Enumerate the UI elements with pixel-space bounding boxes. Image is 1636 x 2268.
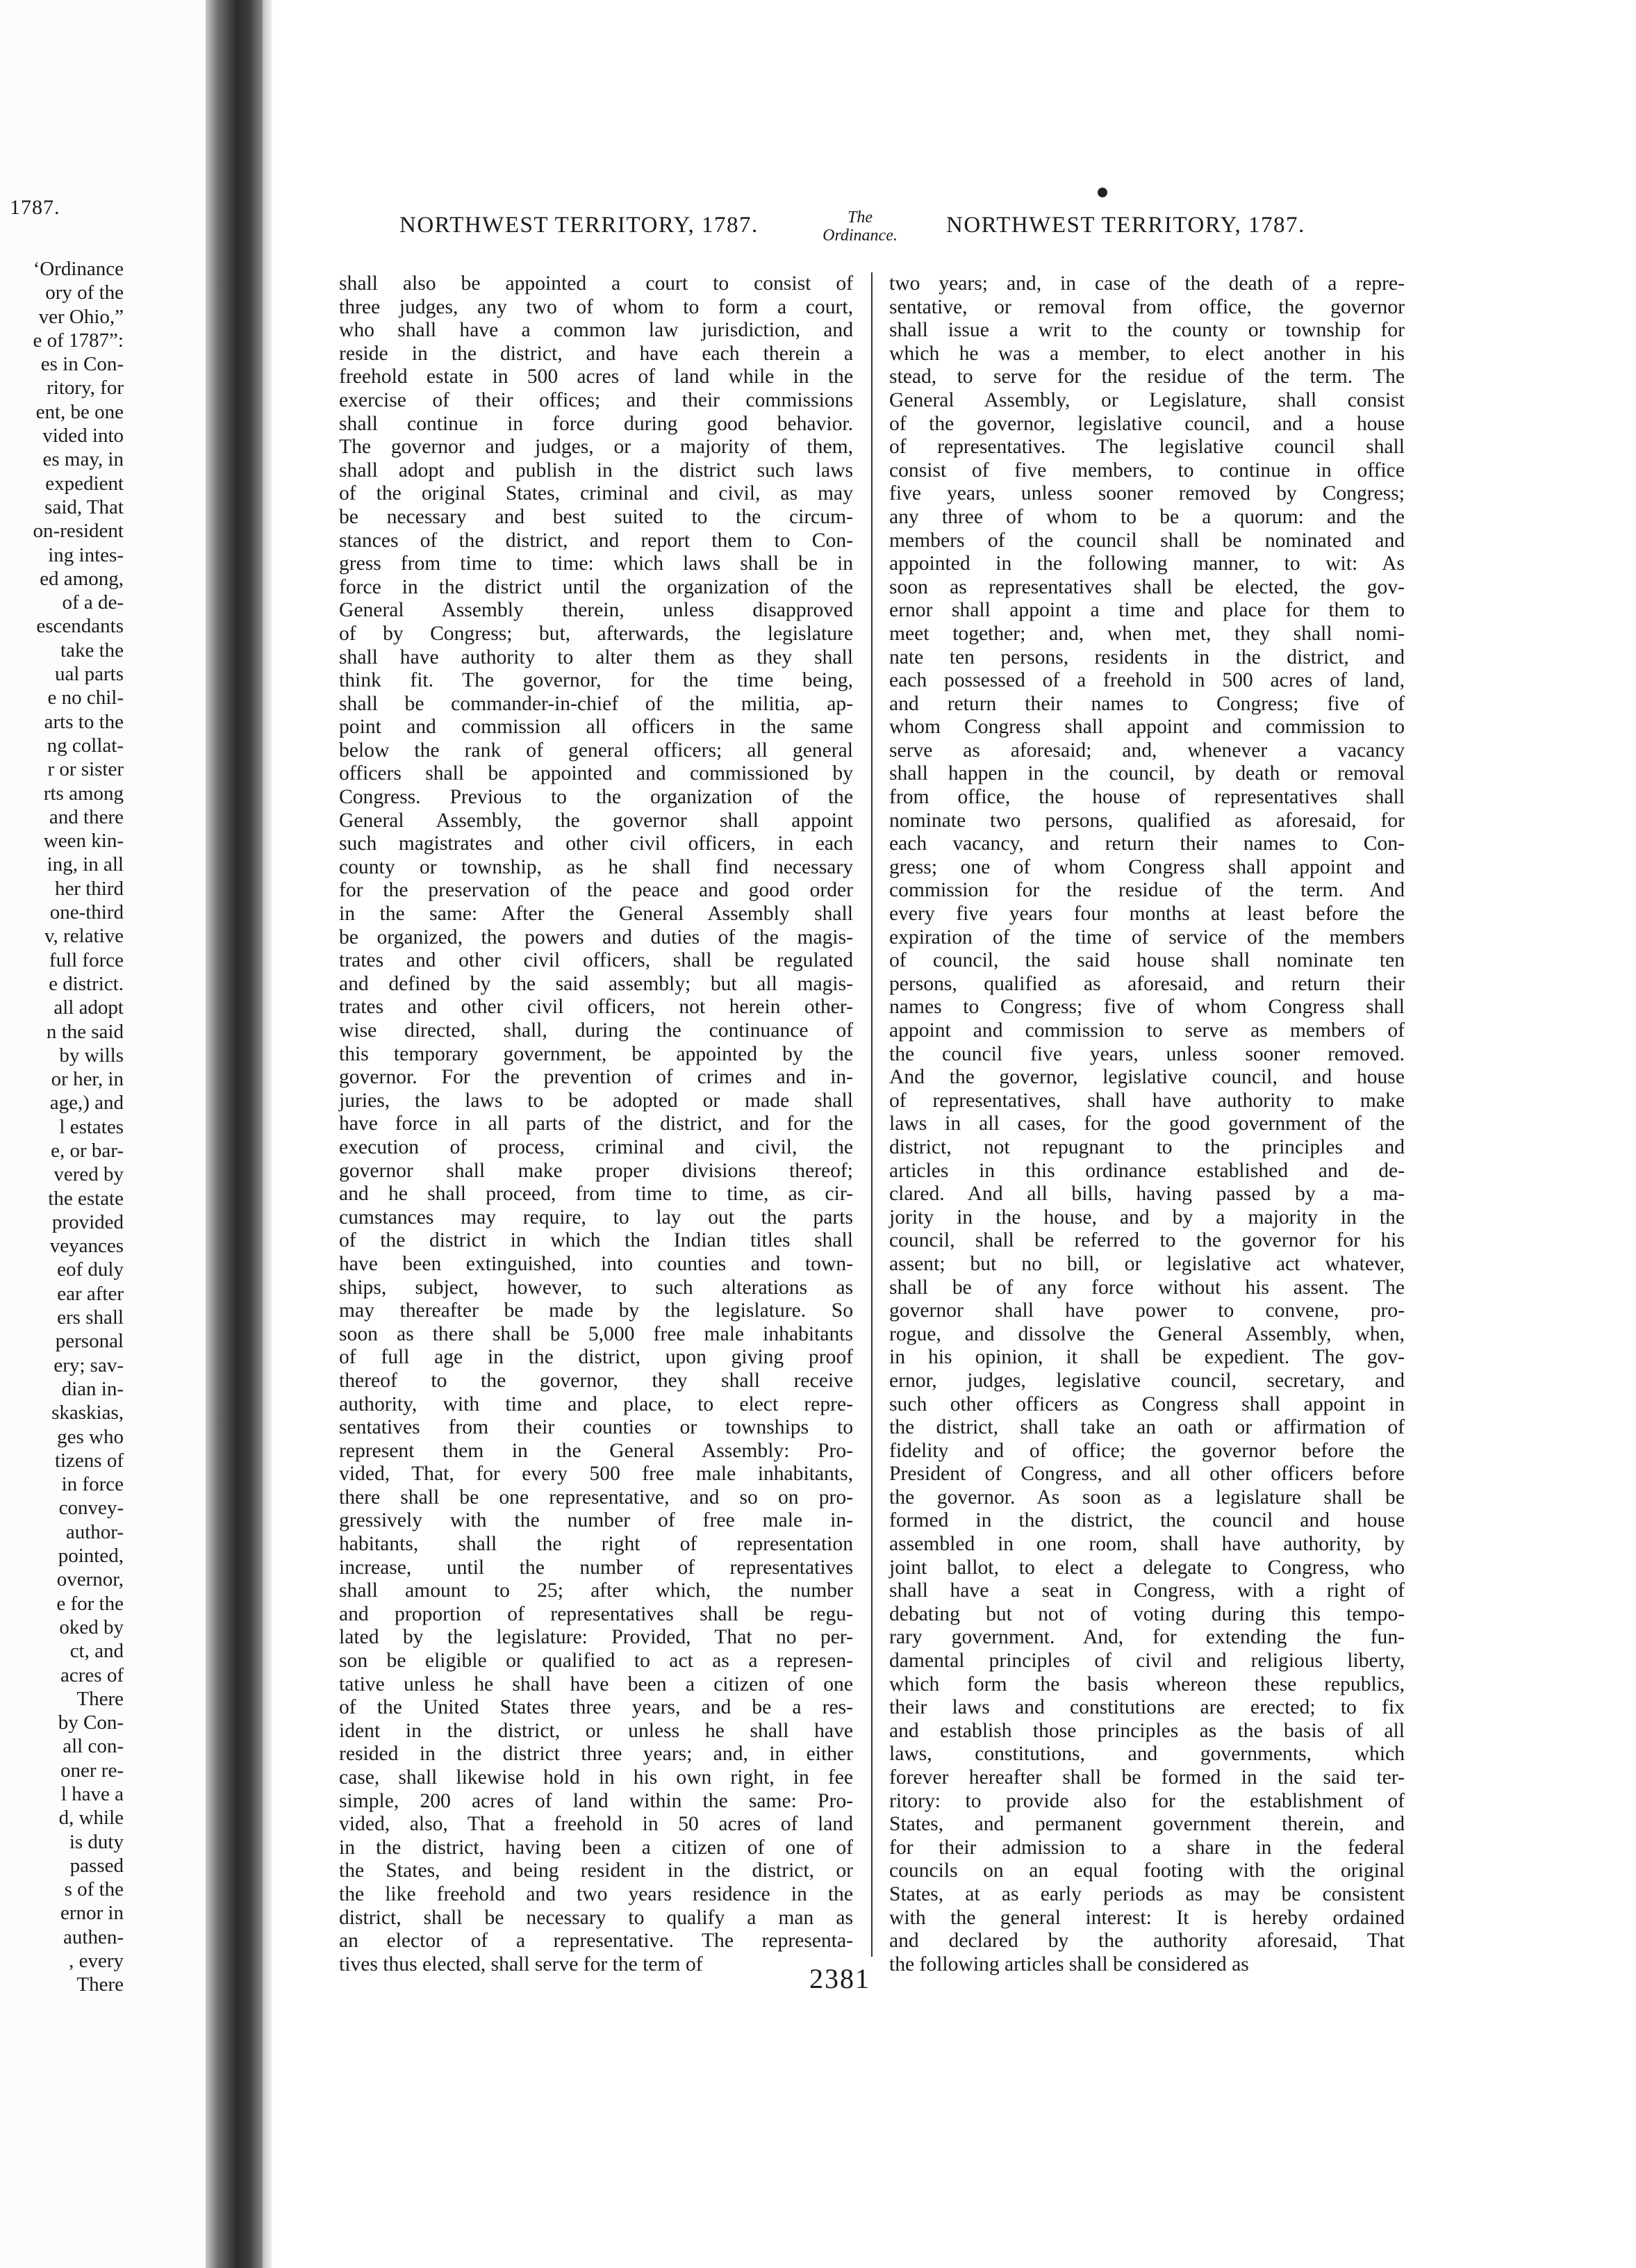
text-line: may thereafter be made by the legislature. So (339, 1299, 853, 1322)
text-line: an elector of a representative. The representa- (339, 1930, 853, 1953)
text-line: ernor shall appoint a time and place for them to (889, 599, 1405, 622)
text-line: any three of whom to be a quorum: and the (889, 505, 1405, 528)
text-line: son be eligible or qualified to act as a represen- (339, 1650, 853, 1673)
text-line: below the rank of general officers; all general (339, 739, 853, 762)
text-line: shall issue a writ to the county or township for (889, 319, 1405, 342)
text-line: increase, until the number of representatives (339, 1556, 853, 1579)
facing-page-line: ing, in all (47, 853, 124, 876)
text-line: such magistrates and other civil officers, in each (339, 832, 853, 855)
facing-page-line: ver Ohio,” (38, 305, 124, 328)
text-column-right (889, 272, 1405, 1976)
text-line: ernor, judges, legislative council, secretary, and (889, 1369, 1405, 1392)
facing-page-line: the estate (48, 1187, 124, 1210)
text-line: stead, to serve for the residue of the term. The (889, 365, 1405, 388)
facing-page-line: ers shall (57, 1306, 124, 1329)
facing-page-line: convey- (58, 1497, 124, 1520)
text-line: habitants, shall the right of representation (339, 1533, 853, 1556)
text-line: ships, subject, however, to such alterations as (339, 1276, 853, 1299)
text-line: sentatives from their counties or townships to (339, 1416, 853, 1439)
facing-page-line: personal (55, 1330, 124, 1353)
facing-page-line: passed (69, 1854, 124, 1877)
facing-page-line: take the (60, 639, 124, 662)
facing-page (0, 0, 206, 2268)
text-line: governor shall have power to convene, pro- (889, 1299, 1405, 1322)
ink-mark (1098, 188, 1107, 197)
text-line: and defined by the said assembly; but all magis- (339, 972, 853, 995)
text-line: soon as there shall be 5,000 free male inhabitants (339, 1322, 853, 1345)
text-line: of the district in which the Indian titles shall (339, 1229, 853, 1252)
facing-page-line: oner re- (60, 1759, 124, 1782)
text-line: joint ballot, to elect a delegate to Congress, who (889, 1556, 1405, 1579)
text-line: shall also be appointed a court to consist of (339, 272, 853, 295)
text-line: three judges, any two of whom to form a court, (339, 295, 853, 318)
facing-page-line: ernor in (60, 1902, 124, 1925)
text-line: shall have a seat in Congress, with a right of (889, 1579, 1405, 1602)
facing-page-line: e, or bar- (51, 1139, 124, 1162)
text-line: formed in the district, the council and house (889, 1509, 1405, 1532)
running-head-right: NORTHWEST TERRITORY, 1787. (946, 213, 1305, 238)
text-line: President of Congress, and all other officers before (889, 1463, 1405, 1486)
facing-page-line: escendants (36, 615, 124, 638)
margin-note (818, 208, 902, 245)
facing-page-line: ery; sav- (53, 1354, 124, 1377)
text-line: simple, 200 acres of land within the same: Pro- (339, 1789, 853, 1812)
text-line: and he shall proceed, from time to time, as cir- (339, 1183, 853, 1206)
text-line: The governor and judges, or a majority of them, (339, 436, 853, 459)
text-line: in the district, having been a citizen of one of (339, 1836, 853, 1859)
facing-page-line: overnor, (56, 1568, 124, 1591)
text-line: their laws and constitutions are erected; to fix (889, 1696, 1405, 1719)
text-line: of the original States, criminal and civil, as may (339, 482, 853, 505)
text-line: in his opinion, it shall be expedient. The gov- (889, 1346, 1405, 1369)
text-line: tative unless he shall have been a citizen of one (339, 1673, 853, 1695)
text-line: debating but not of voting during this tempo- (889, 1602, 1405, 1625)
text-line: two years; and, in case of the death of a repre- (889, 272, 1405, 295)
facing-page-line: ng collat- (47, 734, 124, 757)
text-line: from office, the house of representatives shall (889, 786, 1405, 809)
text-line: such other officers as Congress shall appoint in (889, 1392, 1405, 1415)
text-line: council, shall be referred to the governor for his (889, 1229, 1405, 1252)
facing-page-line: , every (69, 1950, 124, 1973)
book-gutter (206, 0, 263, 2268)
text-line: and return their names to Congress; five of (889, 692, 1405, 715)
text-line: officers shall be appointed and commissioned by (339, 762, 853, 785)
text-line: each vacancy, and return their names to Con- (889, 832, 1405, 855)
text-line: think fit. The governor, for the time being, (339, 669, 853, 692)
facing-page-line: r or sister (47, 758, 124, 781)
text-line: Congress. Previous to the organization of the (339, 786, 853, 809)
text-line: shall continue in force during good behavior. (339, 412, 853, 435)
text-line: commission for the residue of the term. And (889, 879, 1405, 902)
text-line: rogue, and dissolve the General Assembly, when, (889, 1322, 1405, 1345)
facing-page-line: ing intes- (48, 543, 124, 566)
text-line: in the same: After the General Assembly shall (339, 903, 853, 926)
running-head-left: NORTHWEST TERRITORY, 1787. (399, 213, 759, 238)
text-line: resided in the district three years; and, in either (339, 1743, 853, 1766)
facing-page-line: d, while (58, 1807, 124, 1830)
text-line: expiration of the time of service of the members (889, 926, 1405, 948)
facing-page-line: vered by (53, 1163, 124, 1186)
text-line: which form the basis whereon these republics, (889, 1673, 1405, 1695)
facing-page-line: her third (54, 877, 124, 900)
text-line: soon as representatives shall be elected, the gov- (889, 575, 1405, 598)
facing-page-line: skaskias, (51, 1402, 124, 1424)
text-line: General Assembly therein, unless disapproved (339, 599, 853, 622)
text-line: for their admission to a share in the federal (889, 1836, 1405, 1859)
facing-page-line: eof duly (57, 1258, 124, 1281)
text-line: stances of the district, and report them to Con- (339, 529, 853, 552)
facing-page-line: n the said (46, 1020, 124, 1043)
text-line: which he was a member, to elect another in his (889, 342, 1405, 365)
facing-page-line: or her, in (51, 1068, 124, 1091)
facing-page-line: said, That (44, 495, 124, 518)
text-line: the district, shall take an oath or affirmation of (889, 1416, 1405, 1439)
facing-page-line: ‘Ordinance (33, 258, 124, 280)
facing-page-line: expedient (45, 472, 124, 495)
facing-page-line: arts to the (44, 710, 124, 733)
text-line: damental principles of civil and religious liberty, (889, 1650, 1405, 1673)
text-line: the governor. As soon as a legislature shall be (889, 1486, 1405, 1509)
text-line: clared. And all bills, having passed by a ma- (889, 1183, 1405, 1206)
facing-page-line: oked by (59, 1616, 124, 1638)
text-line: shall adopt and publish in the district such laws (339, 459, 853, 482)
text-line: and proportion of representatives shall be regu- (339, 1602, 853, 1625)
facing-page-line: e no chil- (47, 687, 124, 709)
text-line: tives thus elected, shall serve for the term of (339, 1953, 703, 1975)
text-line: the following articles shall be considered as (889, 1953, 1249, 1975)
text-line: freehold estate in 500 acres of land while in the (339, 365, 853, 388)
text-line: district, not repugnant to the principles and (889, 1135, 1405, 1158)
facing-page-line: in force (61, 1473, 124, 1496)
text-line: meet together; and, when met, they shall nomi- (889, 622, 1405, 645)
text-line: nate ten persons, residents in the district, and (889, 646, 1405, 668)
text-line: And the governor, legislative council, and house (889, 1066, 1405, 1089)
text-line: this temporary government, be appointed by the (339, 1042, 853, 1065)
facing-page-line: ween kin- (43, 830, 124, 853)
facing-page-line: l estates (59, 1115, 124, 1138)
text-line: there shall be one representative, and so on pro- (339, 1486, 853, 1509)
text-line: forever hereafter shall be formed in the said ter- (889, 1766, 1405, 1789)
column-rule (871, 272, 873, 1957)
text-line: persons, qualified as aforesaid, and return their (889, 972, 1405, 995)
text-line: exercise of their offices; and their commissions (339, 388, 853, 411)
text-line: thereof to the governor, they shall receive (339, 1369, 853, 1392)
text-line: nominate two persons, qualified as aforesaid, for (889, 809, 1405, 832)
text-line: jority in the house, and by a majority in the (889, 1206, 1405, 1228)
text-line: vided, That, for every 500 free male inhabitants, (339, 1463, 853, 1486)
text-line: fidelity and of office; the governor before the (889, 1439, 1405, 1462)
text-line: governor shall make proper divisions thereof; (339, 1159, 853, 1182)
text-line: have force in all parts of the district, and for the (339, 1112, 853, 1135)
facing-page-folio: 1787. (10, 196, 60, 219)
text-line: trates and other civil officers, not herein other- (339, 996, 853, 1019)
text-line: assent; but no bill, or legislative act whatever, (889, 1252, 1405, 1275)
facing-page-line: ent, be one (35, 400, 124, 423)
text-line: represent them in the General Assembly: Pro- (339, 1439, 853, 1462)
text-line: be necessary and best suited to the circum- (339, 505, 853, 528)
facing-page-line: and there (49, 805, 124, 828)
text-line: have been extinguished, into counties and town- (339, 1252, 853, 1275)
text-line: of by Congress; but, afterwards, the legislature (339, 622, 853, 645)
text-line: execution of process, criminal and civil, the (339, 1135, 853, 1158)
text-line: wise directed, shall, during the continuance of (339, 1019, 853, 1042)
text-line: and declared by the authority aforesaid, That (889, 1930, 1405, 1953)
facing-page-line: by Con- (58, 1711, 124, 1734)
text-line: shall amount to 25; after which, the number (339, 1579, 853, 1602)
page-number: 2381 (809, 1963, 870, 1994)
facing-page-line: tizens of (54, 1449, 124, 1472)
text-line: point and commission all officers in the same (339, 716, 853, 739)
facing-page-line: e of 1787”: (33, 329, 124, 352)
text-line: county or township, as he shall find necessary (339, 855, 853, 878)
text-line: shall happen in the council, by death or removal (889, 762, 1405, 785)
text-line: case, shall likewise hold in his own right, in fee (339, 1766, 853, 1789)
text-line: cumstances may require, to lay out the parts (339, 1206, 853, 1228)
text-line: articles in this ordinance established and de- (889, 1159, 1405, 1182)
text-line: of council, the said house shall nominate ten (889, 949, 1405, 972)
text-line: ritory: to provide also for the establishment of (889, 1789, 1405, 1812)
text-line: shall be of any force without his assent. The (889, 1276, 1405, 1299)
text-line: the like freehold and two years residence in the (339, 1882, 853, 1905)
facing-page-line: s of the (64, 1878, 124, 1901)
text-line: appointed in the following manner, to wit: As (889, 552, 1405, 575)
text-line: consist of five members, to continue in office (889, 459, 1405, 482)
facing-page-line: e for the (56, 1592, 124, 1615)
text-line: vided, also, That a freehold in 50 acres of land (339, 1813, 853, 1836)
text-line: of representatives, shall have authority to make (889, 1089, 1405, 1112)
facing-page-line: authen- (63, 1925, 124, 1948)
text-line: who shall have a common law jurisdiction, and (339, 319, 853, 342)
text-line: ident in the district, or unless he shall have (339, 1719, 853, 1742)
text-line: lated by the legislature: Provided, That no per- (339, 1626, 853, 1649)
text-line: serve as aforesaid; and, whenever a vacancy (889, 739, 1405, 762)
text-line: of the governor, legislative council, and a house (889, 412, 1405, 435)
facing-page-line: full force (49, 948, 124, 971)
facing-page-line: ear after (57, 1282, 124, 1305)
facing-page-line: ed among, (40, 567, 124, 590)
facing-page-line: l have a (60, 1783, 124, 1805)
facing-page-line: ory of the (45, 281, 124, 304)
text-line: and establish those principles as the basis of all (889, 1719, 1405, 1742)
text-line: assembled in one room, shall have authority, by (889, 1533, 1405, 1556)
facing-page-line: ges who (57, 1425, 124, 1448)
text-line: juries, the laws to be adopted or made shall (339, 1089, 853, 1112)
text-line: with the general interest: It is hereby ordained (889, 1906, 1405, 1929)
text-line: General Assembly, the governor shall appoint (339, 809, 853, 832)
text-line: of representatives. The legislative council shall (889, 436, 1405, 459)
facing-page-line: by wills (59, 1044, 124, 1067)
facing-page-line: author- (65, 1520, 124, 1543)
facing-page-line: of a de- (62, 591, 124, 614)
facing-page-line: age,) and (49, 1092, 124, 1115)
facing-page-line: all adopt (53, 996, 124, 1019)
gutter-shadow (263, 0, 272, 2268)
facing-page-line: rts among (43, 782, 124, 805)
text-line: for the preservation of the peace and good order (339, 879, 853, 902)
text-line: reside in the district, and have each therein a (339, 342, 853, 365)
facing-page-line: ual parts (54, 663, 124, 686)
text-line: gress from time to time: which laws shall be in (339, 552, 853, 575)
text-line: authority, with time and place, to elect repre- (339, 1392, 853, 1415)
text-line: names to Congress; five of whom Congress shall (889, 996, 1405, 1019)
text-line: gress; one of whom Congress shall appoint and (889, 855, 1405, 878)
facing-page-line: vided into (42, 425, 124, 447)
text-column-left (339, 272, 853, 1976)
facing-page-line: is duty (69, 1830, 124, 1853)
facing-page-line: provided (51, 1210, 124, 1233)
text-line: States, and permanent government therein, and (889, 1813, 1405, 1836)
text-line: shall be commander-in-chief of the militia, ap- (339, 692, 853, 715)
text-line: laws in all cases, for the good government of the (889, 1112, 1405, 1135)
text-line: appoint and commission to serve as members of (889, 1019, 1405, 1042)
text-line: of full age in the district, upon giving proof (339, 1346, 853, 1369)
facing-page-line: all con- (63, 1735, 124, 1758)
facing-page-line: ritory, for (47, 377, 124, 400)
text-line: laws, constitutions, and governments, which (889, 1743, 1405, 1766)
facing-page-line: ct, and (69, 1640, 124, 1663)
text-line: governor. For the prevention of crimes and in- (339, 1066, 853, 1089)
text-line: rary government. And, for extending the fun- (889, 1626, 1405, 1649)
text-line: trates and other civil officers, shall be regulated (339, 949, 853, 972)
margin-note-line2: Ordinance. (823, 227, 898, 245)
text-line: the States, and being resident in the district, or (339, 1859, 853, 1882)
text-line: district, shall be necessary to qualify a man as (339, 1906, 853, 1929)
text-line: members of the council shall be nominated and (889, 529, 1405, 552)
text-line: gressively with the number of free male in- (339, 1509, 853, 1532)
text-line: of the United States three years, and be a res- (339, 1696, 853, 1719)
text-line: whom Congress shall appoint and commission to (889, 716, 1405, 739)
text-line: the council five years, unless sooner removed. (889, 1042, 1405, 1065)
margin-note-line1: The (848, 208, 873, 227)
facing-page-line: v, relative (44, 925, 124, 948)
facing-page-line: veyances (49, 1235, 124, 1258)
facing-page-line: pointed, (58, 1545, 124, 1568)
text-line: force in the district until the organization of the (339, 575, 853, 598)
text-line: sentative, or removal from office, the governor (889, 295, 1405, 318)
text-line: every five years four months at least before the (889, 903, 1405, 926)
text-line: councils on an equal footing with the original (889, 1859, 1405, 1882)
facing-page-line: dian in- (61, 1377, 124, 1400)
text-line: States, at as early periods as may be consistent (889, 1882, 1405, 1905)
text-line: each possessed of a freehold in 500 acres of land, (889, 669, 1405, 692)
text-line: shall have authority to alter them as they shall (339, 646, 853, 668)
facing-page-text (0, 257, 124, 1997)
facing-page-line: es may, in (42, 448, 124, 471)
facing-page-line: one-third (49, 901, 124, 924)
text-line: be organized, the powers and duties of the magis- (339, 926, 853, 948)
facing-page-line: e district. (49, 972, 124, 995)
facing-page-line: There (76, 1687, 124, 1710)
text-line: five years, unless sooner removed by Congress; (889, 482, 1405, 505)
text-line: General Assembly, or Legislature, shall consist (889, 388, 1405, 411)
facing-page-line: es in Con- (40, 353, 124, 376)
facing-page-line: There (76, 1973, 124, 1996)
facing-page-line: acres of (60, 1663, 124, 1686)
facing-page-line: on-resident (33, 520, 124, 543)
